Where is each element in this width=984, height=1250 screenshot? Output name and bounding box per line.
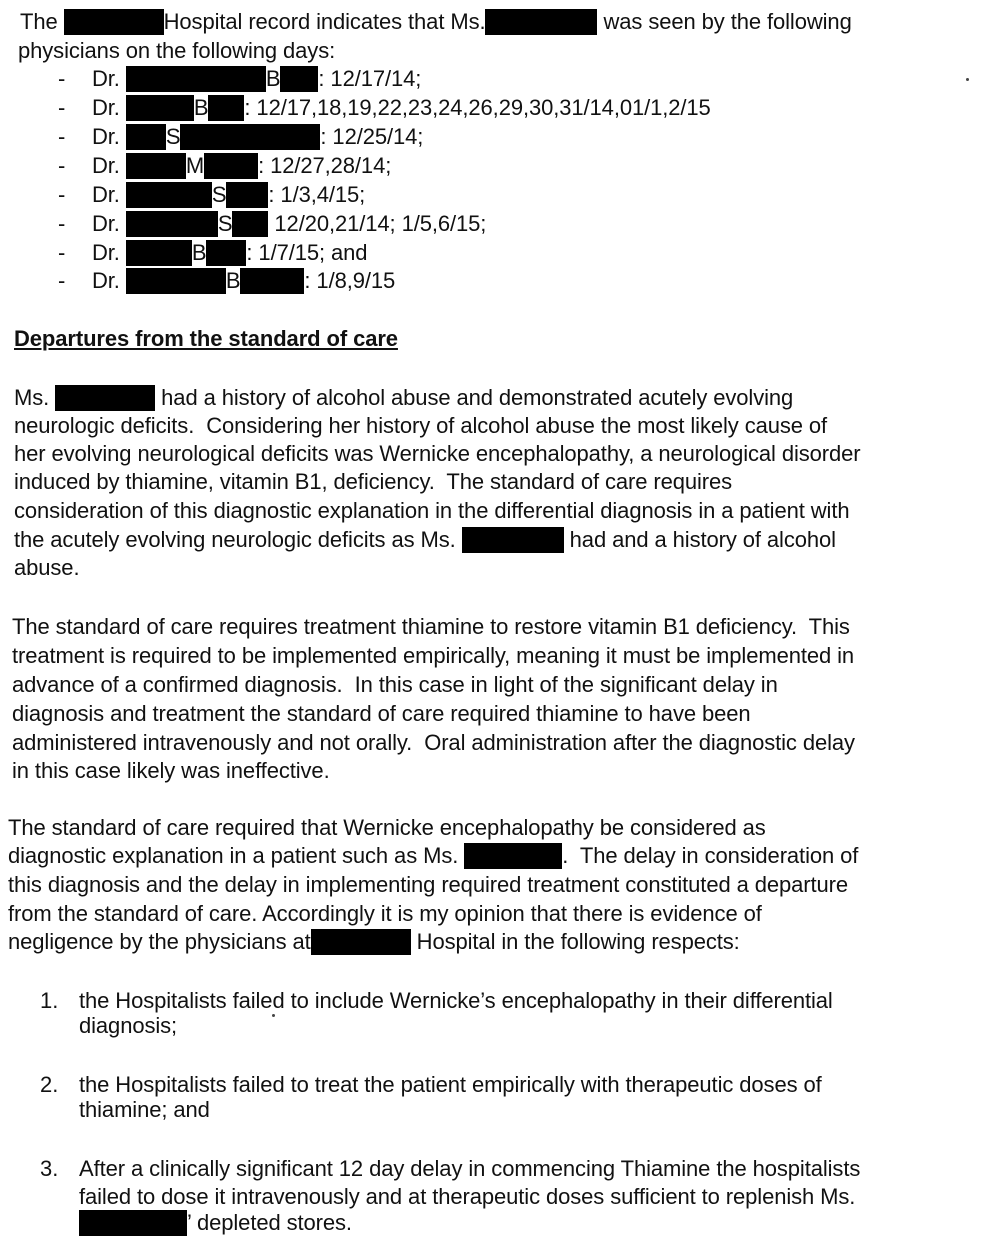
text: Hospital in the following respects: [416,929,740,954]
list-item-line: After a clinically significant 12 day delay in commencing Thiamine the hospitalists [79,1156,861,1181]
redaction-box [126,268,226,294]
initial: B [191,240,207,265]
redaction-box [208,95,244,121]
text: negligence by the physicians at [8,929,311,954]
list-item-line [79,1210,352,1236]
list-number: 2. [40,1072,59,1097]
dr-prefix: Dr. [92,153,120,178]
paragraph-line: The standard of care required that Wernicke encephalopathy be considered as [8,815,766,840]
paragraph-line: from the standard of care. Accordingly it is my opinion that there is evidence of [8,901,762,926]
initial: S [211,182,227,207]
visit-dates: : 1/7/15; and [246,240,368,265]
initial: S [217,211,233,236]
physician-item [92,182,365,208]
visit-dates: : 12/17,18,19,22,23,24,26,29,30,31/14,01/1,2/15 [244,95,711,120]
paragraph-line: consideration of this diagnostic explanation in the differential diagnosis in a patient with [14,498,850,523]
initial: B [193,95,209,120]
physician-item [92,211,486,237]
redaction-box [462,527,564,553]
paragraph-line: advance of a confirmed diagnosis. In this case in light of the significant delay in [12,672,778,697]
paragraph-line: diagnosis and treatment the standard of care required thiamine to have been [12,701,751,726]
visit-dates: : 1/8,9/15 [304,268,396,293]
list-dash: - [58,182,66,207]
redaction-box [126,211,218,237]
list-dash: - [58,124,66,149]
paragraph-line [14,385,793,411]
section-heading: Departures from the standard of care [14,326,398,351]
visit-dates: : 12/27,28/14; [258,153,392,178]
redaction-box [240,268,304,294]
intro-word: The [20,9,58,34]
paragraph-line [14,527,836,553]
visit-dates: : 12/25/14; [320,124,424,149]
list-number: 3. [40,1156,59,1181]
list-dash: - [58,153,66,178]
redaction-box [226,182,268,208]
paragraph-line: abuse. [14,555,80,580]
physician-item [92,153,391,179]
list-item-line: the Hospitalists failed to treat the patient empirically with therapeutic doses of [79,1072,822,1097]
paragraph-line: The standard of care requires treatment thiamine to restore vitamin B1 deficiency. This [12,614,850,639]
dr-prefix: Dr. [92,182,120,207]
redaction-box [126,124,166,150]
dr-prefix: Dr. [92,95,120,120]
paragraph-line: her evolving neurological deficits was Wernicke encephalopathy, a neurological disorder [14,441,861,466]
list-item-line: diagnosis; [79,1013,178,1038]
visit-dates: 12/20,21/14; 1/5,6/15; [268,211,487,236]
text: had a history of alcohol abuse and demonstrated acutely evolving [161,385,794,410]
paragraph-line [8,929,740,955]
list-item-line: failed to dose it intravenously and at therapeutic doses sufficient to replenish Ms. [79,1184,856,1209]
intro-line-1 [20,9,852,35]
list-dash: - [58,95,66,120]
scan-speck [966,78,969,81]
physician-item [92,95,711,121]
scan-speck [272,1014,275,1017]
list-number: 1. [40,988,59,1013]
initial: S [165,124,181,149]
redaction-box [126,95,194,121]
redaction-box [126,240,192,266]
redaction-box [485,9,597,35]
list-dash: - [58,268,66,293]
visit-dates: : 1/3,4/15; [268,182,366,207]
paragraph-line: neurologic deficits. Considering her history of alcohol abuse the most likely cause of [14,413,828,438]
initial: B [225,268,241,293]
physician-item [92,240,367,266]
list-dash: - [58,211,66,236]
text: diagnostic explanation in a patient such as Ms. [8,843,459,868]
redaction-box [280,66,318,92]
physician-item [92,66,421,92]
paragraph-line: induced by thiamine, vitamin B1, deficiency. The standard of care requires [14,469,733,494]
paragraph-line: in this case likely was ineffective. [12,758,330,783]
redaction-box [464,843,562,869]
redaction-box [180,124,320,150]
redaction-box [126,182,212,208]
text: Ms. [14,385,50,410]
paragraph-line: treatment is required to be implemented empirically, meaning it must be implemented in [12,643,855,668]
intro-text: Hospital record indicates that Ms. [163,9,486,34]
paragraph-line: this diagnosis and the delay in implementing required treatment constituted a departure [8,872,849,897]
physician-item [92,268,395,294]
intro-line-2: physicians on the following days: [18,38,336,63]
paragraph-line [8,843,858,869]
initial: B [265,66,281,91]
redaction-box [79,1210,187,1236]
dr-prefix: Dr. [92,124,120,149]
initial: M [185,153,205,178]
visit-dates: : 12/17/14; [318,66,422,91]
dr-prefix: Dr. [92,66,120,91]
physician-item [92,124,423,150]
dr-prefix: Dr. [92,268,120,293]
redaction-box [232,211,268,237]
dr-prefix: Dr. [92,211,120,236]
text: the acutely evolving neurologic deficits as Ms. [14,527,456,552]
text: had and a history of alcohol [569,527,836,552]
text: . The delay in consideration of [562,843,859,868]
dr-prefix: Dr. [92,240,120,265]
redaction-box [126,66,266,92]
list-item-line: thiamine; and [79,1097,210,1122]
list-dash: - [58,240,66,265]
redaction-box [64,9,164,35]
list-item-line: the Hospitalists failed to include Wernicke’s encephalopathy in their differential [79,988,833,1013]
redaction-box [204,153,258,179]
redaction-box [206,240,246,266]
redaction-box [311,929,411,955]
paragraph-line: administered intravenously and not orally. Oral administration after the diagnostic delay [12,730,855,755]
redaction-box [55,385,155,411]
list-dash: - [58,66,66,91]
intro-text: was seen by the following [603,9,852,34]
redaction-box [126,153,186,179]
text: ’ depleted stores. [187,1210,352,1235]
